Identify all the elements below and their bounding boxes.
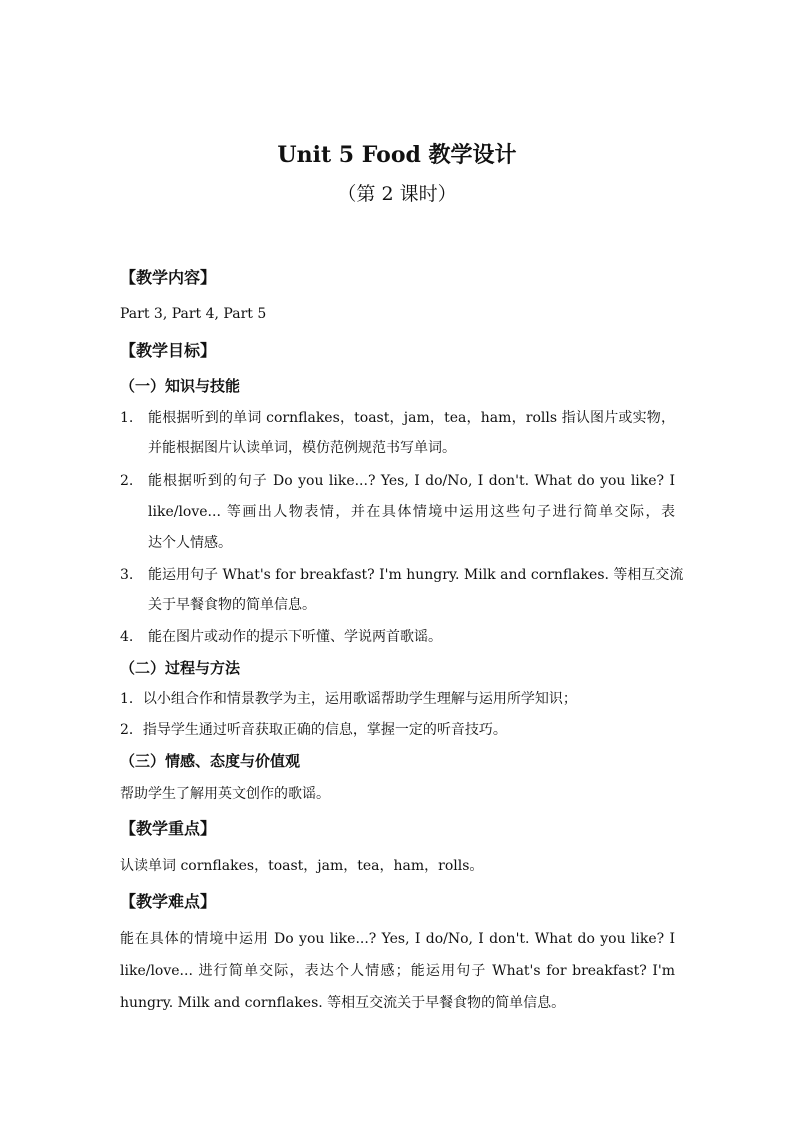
item-number: 2. [120, 473, 134, 489]
goals-heading: 【教学目标】 [120, 341, 217, 360]
item-line: like/love... 等画出人物表情，并在具体情境中运用这些句子进行简单交际，表 [148, 504, 675, 520]
goal3-heading: （三）情感、态度与价值观 [120, 752, 301, 770]
key-text: 认读单词 cornflakes，toast，jam，tea，ham，rolls。 [120, 858, 484, 874]
item-number: 3. [120, 567, 134, 583]
item-line: 并能根据图片认读单词，模仿范例规范书写单词。 [148, 440, 456, 456]
goal1-heading: （一）知识与技能 [120, 377, 241, 395]
content-text: Part 3, Part 4, Part 5 [120, 306, 267, 322]
item-line: 能运用句子 What's for breakfast? I'm hungry. Milk and cornflakes. 等相互交流 [148, 567, 684, 583]
item-number: 4. [120, 629, 134, 645]
item-line: 能在图片或动作的提示下听懂、学说两首歌谣。 [148, 629, 442, 645]
item-line: 关于早餐食物的简单信息。 [148, 597, 316, 613]
goal2-item: 1．以小组合作和情景教学为主，运用歌谣帮助学生理解与运用所学知识； [120, 691, 577, 707]
document-title: Unit 5 Food 教学设计 [277, 142, 517, 168]
content-heading: 【教学内容】 [120, 268, 217, 287]
item-line: 能根据听到的句子 Do you like...? Yes, I do/No, I don't. What do you like? I [148, 473, 675, 489]
item-line: 达个人情感。 [148, 535, 232, 551]
difficult-line: 能在具体的情境中运用 Do you like...? Yes, I do/No, I don't. What do you like? I [120, 931, 675, 947]
goal3-text: 帮助学生了解用英文创作的歌谣。 [120, 786, 330, 802]
item-number: 1. [120, 410, 134, 426]
item-line: 能根据听到的单词 cornflakes，toast，jam，tea，ham，rolls 指认图片或实物， [148, 410, 675, 426]
difficult-heading: 【教学难点】 [120, 892, 217, 911]
key-heading: 【教学重点】 [120, 819, 217, 838]
document-subtitle: （第 2 课时） [337, 183, 457, 205]
difficult-line: like/love... 进行简单交际，表达个人情感；能运用句子 What's for breakfast? I'm [120, 963, 675, 979]
goal2-item: 2．指导学生通过听音获取正确的信息，掌握一定的听音技巧。 [120, 722, 507, 738]
difficult-line: hungry. Milk and cornflakes. 等相互交流关于早餐食物的简单信息。 [120, 995, 566, 1011]
goal2-heading: （二）过程与方法 [120, 659, 241, 677]
